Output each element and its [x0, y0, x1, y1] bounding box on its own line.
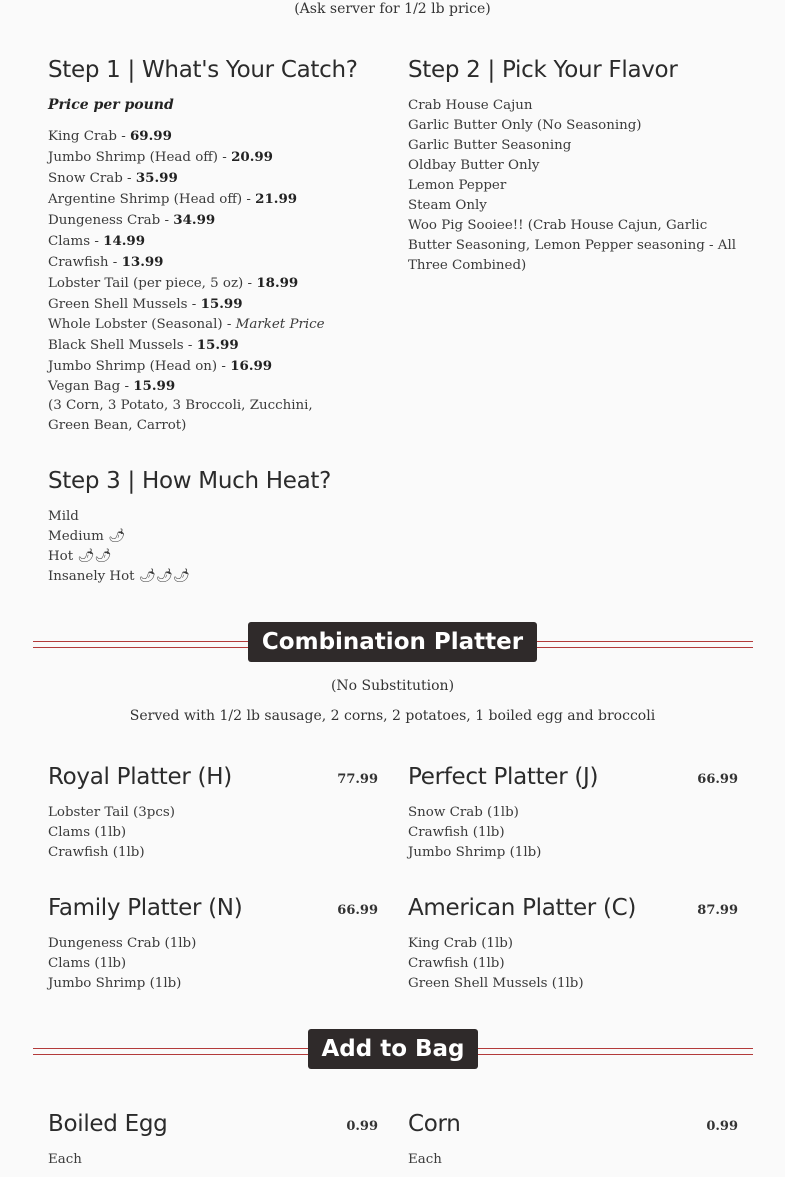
catch-item: Clams - 14.99	[48, 233, 146, 249]
catch-item: Black Shell Mussels - 15.99	[48, 337, 239, 353]
addon-description: Each	[408, 1152, 442, 1167]
platter-item: Clams (1lb)	[48, 956, 127, 971]
catch-item: Jumbo Shrimp (Head on) - 16.99	[48, 358, 273, 374]
catch-item: Lobster Tail (per piece, 5 oz) - 18.99	[48, 275, 299, 291]
platter-price: 77.99	[337, 772, 378, 787]
addon-description: Each	[48, 1152, 82, 1167]
heat-item: Hot 🌶🌶	[48, 549, 112, 564]
catch-item: Jumbo Shrimp (Head off) - 20.99	[48, 149, 273, 165]
flavor-item: Crab House Cajun	[408, 98, 533, 113]
flavor-item: Woo Pig Sooiee!! (Crab House Cajun, Garlic Butter Seasoning, Lemon Pepper seasoning - All Three Combined)	[408, 218, 737, 273]
platter-item: Jumbo Shrimp (1lb)	[48, 976, 182, 991]
platter-price: 66.99	[697, 772, 738, 787]
platter-item: Clams (1lb)	[48, 825, 127, 840]
flavor-item: Steam Only	[408, 198, 487, 213]
platter-item: Lobster Tail (3pcs)	[48, 805, 175, 820]
catch-item: Whole Lobster (Seasonal) - Market Price	[48, 317, 325, 332]
platter-served-with-note: Served with 1/2 lb sausage, 2 corns, 2 potatoes, 1 boiled egg and broccoli	[129, 708, 656, 724]
vegan-bag-description: (3 Corn, 3 Potato, 3 Broccoli, Zucchini, Green Bean, Carrot)	[48, 398, 313, 433]
platter-title: American Platter (C)	[408, 895, 637, 921]
platter-item: King Crab (1lb)	[408, 936, 514, 951]
platter-item: Snow Crab (1lb)	[408, 805, 519, 820]
platter-items	[48, 934, 196, 994]
platter-item: Crawfish (1lb)	[408, 825, 505, 840]
platter-title: Royal Platter (H)	[48, 764, 232, 790]
combination-platter-heading: Combination Platter	[248, 622, 537, 662]
addon-title: Boiled Egg	[48, 1111, 168, 1137]
heat-item: Insanely Hot 🌶🌶🌶	[48, 569, 190, 584]
platter-item: Jumbo Shrimp (1lb)	[408, 845, 542, 860]
platter-price: 66.99	[337, 903, 378, 918]
platter-price: 87.99	[697, 903, 738, 918]
platter-title: Family Platter (N)	[48, 895, 243, 921]
catch-item: Snow Crab - 35.99	[48, 170, 178, 186]
catch-item: Crawfish - 13.99	[48, 254, 164, 270]
step3-title: Step 3 | How Much Heat?	[48, 468, 331, 494]
platter-item: Crawfish (1lb)	[408, 956, 505, 971]
platter-item: Crawfish (1lb)	[48, 845, 145, 860]
vegan-bag: Vegan Bag - 15.99	[48, 378, 176, 394]
catch-item: Argentine Shrimp (Head off) - 21.99	[48, 191, 298, 207]
flavor-list	[408, 96, 743, 276]
half-pound-note: (Ask server for 1/2 lb price)	[294, 1, 491, 17]
catch-list	[48, 126, 325, 377]
addon-title: Corn	[408, 1111, 461, 1137]
add-to-bag-heading: Add to Bag	[308, 1029, 478, 1069]
step2-title: Step 2 | Pick Your Flavor	[408, 57, 678, 83]
heat-list	[48, 507, 190, 587]
platter-items	[408, 934, 584, 994]
addon-price: 0.99	[706, 1119, 738, 1134]
flavor-item: Oldbay Butter Only	[408, 158, 540, 173]
platter-items	[408, 803, 541, 863]
catch-item: Green Shell Mussels - 15.99	[48, 296, 243, 312]
catch-item: King Crab - 69.99	[48, 128, 172, 144]
flavor-item: Lemon Pepper	[408, 178, 507, 193]
platter-item: Dungeness Crab (1lb)	[48, 936, 197, 951]
no-substitution-note: (No Substitution)	[330, 678, 455, 694]
platter-items	[48, 803, 175, 863]
heat-item: Medium 🌶	[48, 529, 126, 544]
heat-item: Mild	[48, 509, 79, 524]
platter-item: Green Shell Mussels (1lb)	[408, 976, 584, 991]
step1-title: Step 1 | What's Your Catch?	[48, 57, 358, 83]
catch-item: Dungeness Crab - 34.99	[48, 212, 216, 228]
addon-price: 0.99	[346, 1119, 378, 1134]
platter-title: Perfect Platter (J)	[408, 764, 599, 790]
flavor-item: Garlic Butter Only (No Seasoning)	[408, 118, 642, 133]
price-per-pound-label: Price per pound	[48, 97, 174, 113]
flavor-item: Garlic Butter Seasoning	[408, 138, 572, 153]
